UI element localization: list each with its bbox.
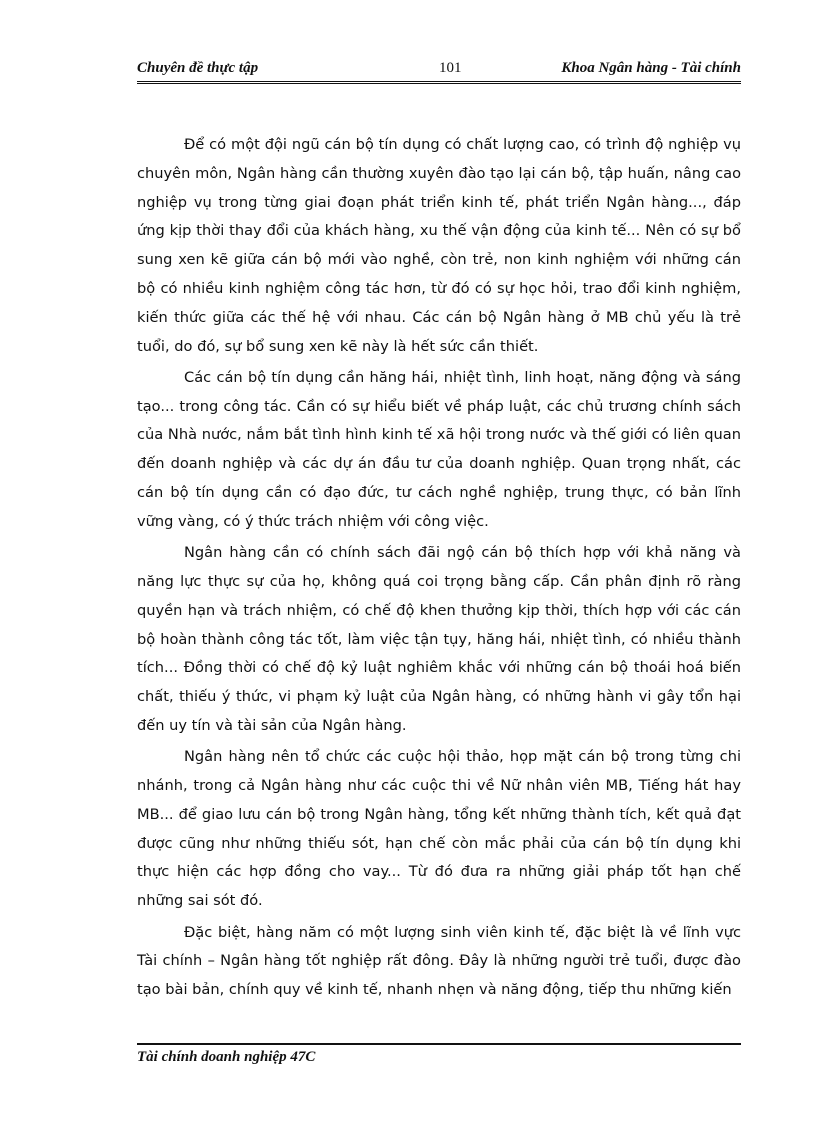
body-text [137,131,741,1007]
paragraph-4: Ngân hàng nên tổ chức các cuộc hội thảo, họp mặt cán bộ trong từng chi nhánh, trong cả Ngân hàng như các cuộc thi về Nữ nhân viên MB, Tiếng hát hay MB... để giao lưu cán bộ trong Ngân hàng, tổng kết những thành tích, kết quả đạt được cũng như những thiếu sót, hạn chế còn mắc phải của cán bộ tín dụng khi thực hiện các hợp đồng cho vay... Từ đó đưa ra những giải pháp tốt hạn chế những sai sót đó. [137,748,741,910]
header-document-type: Chuyên đề thực tập [137,60,259,76]
page-number: 101 [439,60,462,76]
header-faculty: Khoa Ngân hàng - Tài chính [561,60,741,76]
page-footer: Tài chính doanh nghiệp 47C [137,1049,316,1065]
paragraph-5: Đặc biệt, hàng năm có một lượng sinh viên kinh tế, đặc biệt là về lĩnh vực Tài chính – Ngân hàng tốt nghiệp rất đông. Đây là những người trẻ tuổi, được đào tạo bài bản, chính quy về kinh tế, nhanh nhẹn và năng động, tiếp thu những kiến [137,923,741,999]
header-divider [137,81,741,84]
paragraph-2: Các cán bộ tín dụng cần hăng hái, nhiệt tình, linh hoạt, năng động và sáng tạo... trong công tác. Cần có sự hiểu biết về pháp luật, các chủ trương chính sách của Nhà nước, nắm bắt tình hình kinh tế xã hội trong nước và thế giới có liên quan đến doanh nghiệp và các dự án đầu tư của doanh nghiệp. Quan trọng nhất, các cán bộ tín dụng cần có đạo đức, tư cách nghề nghiệp, trung thực, có bản lĩnh vững vàng, có ý thức trách nhiệm với công việc. [137,368,741,530]
paragraph-3: Ngân hàng cần có chính sách đãi ngộ cán bộ thích hợp với khả năng và năng lực thực sự của họ, không quá coi trọng bằng cấp. Cần phân định rõ ràng quyền hạn và trách nhiệm, có chế độ khen thưởng kịp thời, thích hợp với các cán bộ hoàn thành công tác tốt, làm việc tận tụy, hăng hái, nhiệt tình, có nhiều thành tích... Đồng thời có chế độ kỷ luật nghiêm khắc với những cán bộ thoái hoá biến chất, thiếu ý thức, vi phạm kỷ luật của Ngân hàng, có những hành vi gây tổn hại đến uy tín và tài sản của Ngân hàng. [137,544,741,734]
footer-divider [137,1043,741,1045]
paragraph-1: Để có một đội ngũ cán bộ tín dụng có chất lượng cao, có trình độ nghiệp vụ chuyên môn, Ngân hàng cần thường xuyên đào tạo lại cán bộ, tập huấn, nâng cao nghiệp vụ trong từng giai đoạn phát triển kinh tế, phát triển Ngân hàng..., đáp ứng kịp thời thay đổi của khách hàng, xu thế vận động của kinh tế... Nên có sự bổ sung xen kẽ giữa cán bộ mới vào nghề, còn trẻ, non kinh nghiệm với những cán bộ có nhiều kinh nghiệm công tác hơn, từ đó có sự học hỏi, trao đổi kinh nghiệm, kiến thức giữa các thế hệ với nhau. Các cán bộ Ngân hàng ở MB chủ yếu là trẻ tuổi, do đó, sự bổ sung xen kẽ này là hết sức cần thiết. [137,136,741,355]
page-header [137,60,741,82]
